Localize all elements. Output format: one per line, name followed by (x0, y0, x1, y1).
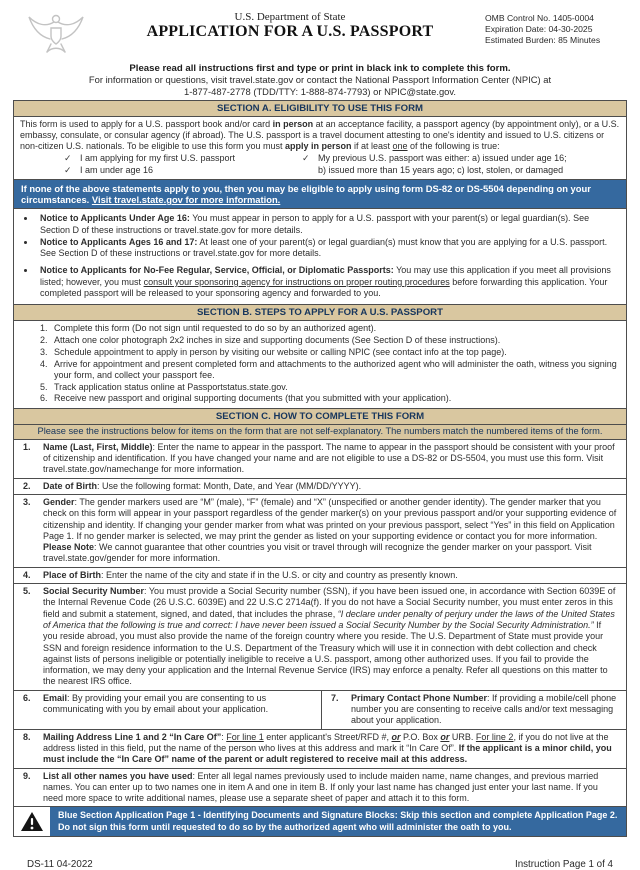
notices-list (20, 213, 618, 299)
checkmark-icon: ✓ (64, 153, 72, 164)
step-6: 6. Receive new passport and original supporting documents (that you submitted with your application). (50, 393, 620, 404)
item-number: 4. (23, 569, 31, 580)
great-seal-eagle-logo (13, 6, 95, 61)
checklist-right-column (302, 153, 620, 176)
warning-text: Blue Section Application Page 1 - Identifying Documents and Signature Blocks: Skip this section and complete Application Page 2. Do not sign this form until requested to do so by the authorized agent who will administer the oath to you. (50, 807, 626, 835)
item-row-date-of-birth (13, 478, 627, 495)
checklist-left-column (20, 153, 302, 176)
warning-triangle-icon (20, 811, 44, 832)
agency-name: U.S. Department of State (234, 11, 346, 23)
page-footer (27, 859, 613, 870)
title-block (95, 6, 485, 41)
step-4: 4. Arrive for appointment and present completed form and attachments to the authorized agent who will administer the oath, witness you signing your form, and collect your passport fee. (50, 359, 620, 382)
item-cell-phone (322, 691, 626, 729)
item-number: 2. (23, 480, 31, 491)
omb-control-number: OMB Control No. 1405-0004 (485, 13, 594, 23)
apply-steps-list (20, 323, 620, 405)
item-text-ssn: Social Security Number: You must provide a Social Security number (SSN), if you have been issued one, in accordance with Section 6039E of the Internal Revenue Code (26 U.S.C. 6039E) and 22 U.S.C 2714a(f). If you do not have a Social Security number, you must enter zeros in this field and submit a statement, signed, and dated, that includes the phrase, “I declare under penalty of perjury under the laws of the United States of America that the following is true and correct: I have never been issued a Social Security Number by the Social Security Administration.” If you reside abroad, you must also provide the name of the foreign country where you reside. The U.S. Department of State must provide your SSN and foreign residence information to the U.S. Department of the Treasury which will use it in connection with debt collection and check against lists of persons ineligible or potentially ineligible to receive a U.S. passport, among other authorized uses. If you fail to provide the information, we may deny your application and the Internal Revenue Service (IRS) may enforce a penalty. Refer all questions on this matter to the nearest IRS office. (43, 586, 616, 687)
eagle-icon (25, 10, 87, 58)
checkmark-icon: ✓ (302, 153, 310, 164)
item-row-name (13, 439, 627, 479)
warning-icon-cell (14, 807, 50, 835)
item-number: 5. (23, 586, 31, 597)
item-text-date-of-birth: Date of Birth: Use the following format: Month, Date, and Year (MM/DD/YYYY). (43, 480, 362, 491)
eligibility-previous-passport (302, 153, 620, 164)
eligibility-previous-passport-line2: b) issued more than 15 years ago; c) lost, stolen, or damaged (318, 164, 564, 175)
omb-estimated-burden: Estimated Burden: 85 Minutes (485, 35, 601, 45)
eligibility-first-passport (64, 153, 302, 164)
item-row-email-phone (13, 690, 627, 730)
contact-info-line2: 1-877-487-2778 (TDD/TTY: 1-888-874-7793) or NPIC@state.gov. (184, 85, 456, 97)
step-3: 3. Schedule appointment to apply in person by visiting our website or calling NPIC (see contact info at the top page). (50, 347, 620, 358)
form-number: DS-11 04-2022 (27, 858, 93, 870)
item-text-gender: Gender: The gender markers used are “M” (male), “F” (female) and “X” (unspecified or another gender identity). The gender marker that you check on this form will appear in your passport regardless of the gender marker(s) on your previous passport and/or your supporting evidence of citizenship and identity. If changing your gender marker from what was printed on your previous passport, select “Yes” in this field on Application Page 1. If no gender marker is selected, we may print the gender as listed on your supporting evidence or contact you for more information. Please Note: We cannot guarantee that other countries you visit or travel through will recognize the gender marker on your passport. Visit travel.state.gov/gender for more information. (43, 497, 617, 564)
item-number: 6. (23, 692, 31, 703)
eligibility-under-16 (64, 165, 302, 176)
item-text-phone: Primary Contact Phone Number: If providing a mobile/cell phone number you are consenting to receive calls and/or text messaging about your application. (351, 692, 617, 726)
item-number: 8. (23, 731, 31, 742)
section-a-body (13, 116, 627, 180)
form-body (13, 100, 627, 836)
item-cell-email (14, 691, 322, 729)
alert-text: If none of the above statements apply to you, then you may be eligible to apply using form DS-82 or DS-5504 depending on your circumstances. (21, 182, 591, 206)
omb-expiration-date: Expiration Date: 04-30-2025 (485, 24, 593, 34)
section-a-header: SECTION A. ELIGIBILITY TO USE THIS FORM (13, 100, 627, 116)
item-text-place-of-birth: Place of Birth: Enter the name of the city and state if in the U.S. or city and country as presently known. (43, 569, 458, 580)
section-b-body (13, 320, 627, 410)
form-title: APPLICATION FOR A U.S. PASSPORT (146, 23, 434, 41)
blue-section-warning (13, 806, 627, 836)
step-5: 5. Track application status online at Passportstatus.state.gov. (50, 382, 620, 393)
applicant-notices (13, 208, 627, 305)
page-number: Instruction Page 1 of 4 (514, 858, 613, 870)
eligibility-previous-passport-cont (302, 165, 620, 176)
eligibility-checklist (20, 153, 620, 176)
item-row-other-names (13, 768, 627, 808)
eligibility-first-passport-label: I am applying for my first U.S. passport (80, 153, 236, 164)
section-a-intro: This form is used to apply for a U.S. passport book and/or card in person at an acceptance facility, a passport agency (by appointment only), or a U.S. embassy, consulate, or consular agency (if abroad). The U.S. passport is a travel document attesting to one's identity and issued to U.S. citizens or non-citizen U.S. nationals. To be eligible to use this form you must apply in person if at least one of the following is true: (20, 118, 620, 152)
contact-info-line1: For information or questions, visit travel.state.gov or contact the National Passport Information Center (NPIC) at (88, 74, 552, 86)
item-row-mailing-address (13, 729, 627, 769)
read-instructions-note: Please read all instructions first and type or print in black ink to complete this form. (129, 63, 511, 74)
section-c-subtitle: Please see the instructions below for items on the form that are not self-explanatory. The numbers match the numbered items of the form. (13, 424, 627, 440)
item-text-name: Name (Last, First, Middle): Enter the name to appear in the passport. The name to appear in the passport should be consistent with your proof of citizenship and identification. If you have changed your name and are not eligible to use a DS-82 or DS-5504, you must use this form. Visit travel.state.gov/namechange for more information. (43, 441, 615, 475)
item-number: 9. (23, 770, 31, 781)
item-number: 1. (23, 441, 31, 452)
item-row-gender (13, 494, 627, 568)
checkmark-icon: ✓ (64, 164, 72, 175)
step-1: 1. Complete this form (Do not sign until requested to do so by an authorized agent). (50, 323, 620, 334)
section-c-header: SECTION C. HOW TO COMPLETE THIS FORM (13, 408, 627, 424)
item-text-other-names: List all other names you have used: Enter all legal names previously used to include maiden name, name changes, and previous married names. You can enter up to two names one in item A and one in item B. If only your last name has changed just enter your last name. If you need more space to write additional names, please use a separate sheet of paper and attach it to this form. (43, 770, 599, 804)
travel-state-gov-link[interactable]: Visit travel.state.gov for more information. (91, 194, 281, 206)
ds82-eligibility-alert (13, 179, 627, 209)
item-text-email: Email: By providing your email you are consenting to us communicating with you by email about your application. (43, 692, 269, 715)
page-header (13, 6, 627, 62)
omb-info-block (485, 6, 627, 46)
notice-ages-16-17: • Notice to Applicants Ages 16 and 17: At least one of your parent(s) or legal guardian(s) must know that you are applying for a U.S. passport. See Section D of these instructions or travel.state.gov for more details. (36, 237, 618, 260)
eligibility-under-16-label: I am under age 16 (80, 164, 154, 175)
item-row-ssn (13, 583, 627, 691)
notice-no-fee-passports: • Notice to Applicants for No-Fee Regular, Service, Official, or Diplomatic Passports: You may use this application if you meet all provisions listed; however, you must consult your sponsoring agency for instructions on proper routing procedures before forwarding this application. Your completed passport will be released to your sponsoring agency and forwarded to you. (36, 265, 618, 299)
item-number: 3. (23, 497, 31, 507)
step-2: 2. Attach one color photograph 2x2 inches in size and supporting documents (See Section D of these instructions). (50, 335, 620, 346)
item-number: 7. (331, 692, 339, 703)
section-b-header: SECTION B. STEPS TO APPLY FOR A U.S. PASSPORT (13, 304, 627, 320)
item-row-place-of-birth (13, 567, 627, 584)
notice-under-age-16: • Notice to Applicants Under Age 16: You must appear in person to apply for a U.S. passport with your parent(s) or legal guardian(s). See Section D of these instructions or travel.state.gov for more details. (36, 213, 618, 236)
eligibility-previous-passport-line1: My previous U.S. passport was either: a) issued under age 16; (318, 153, 567, 164)
item-text-mailing-address: Mailing Address Line 1 and 2 “In Care Of”: For line 1 enter applicant's Street/RFD #, or P.O. Box or URB. For line 2, if you do not live at the address listed in this field, put the name of the person who lives at this address and mark it “In Care Of”. If the applicant is a minor child, you must include the “In Care Of” name of the parent or adult registered to receive mail at this address. (43, 731, 612, 765)
